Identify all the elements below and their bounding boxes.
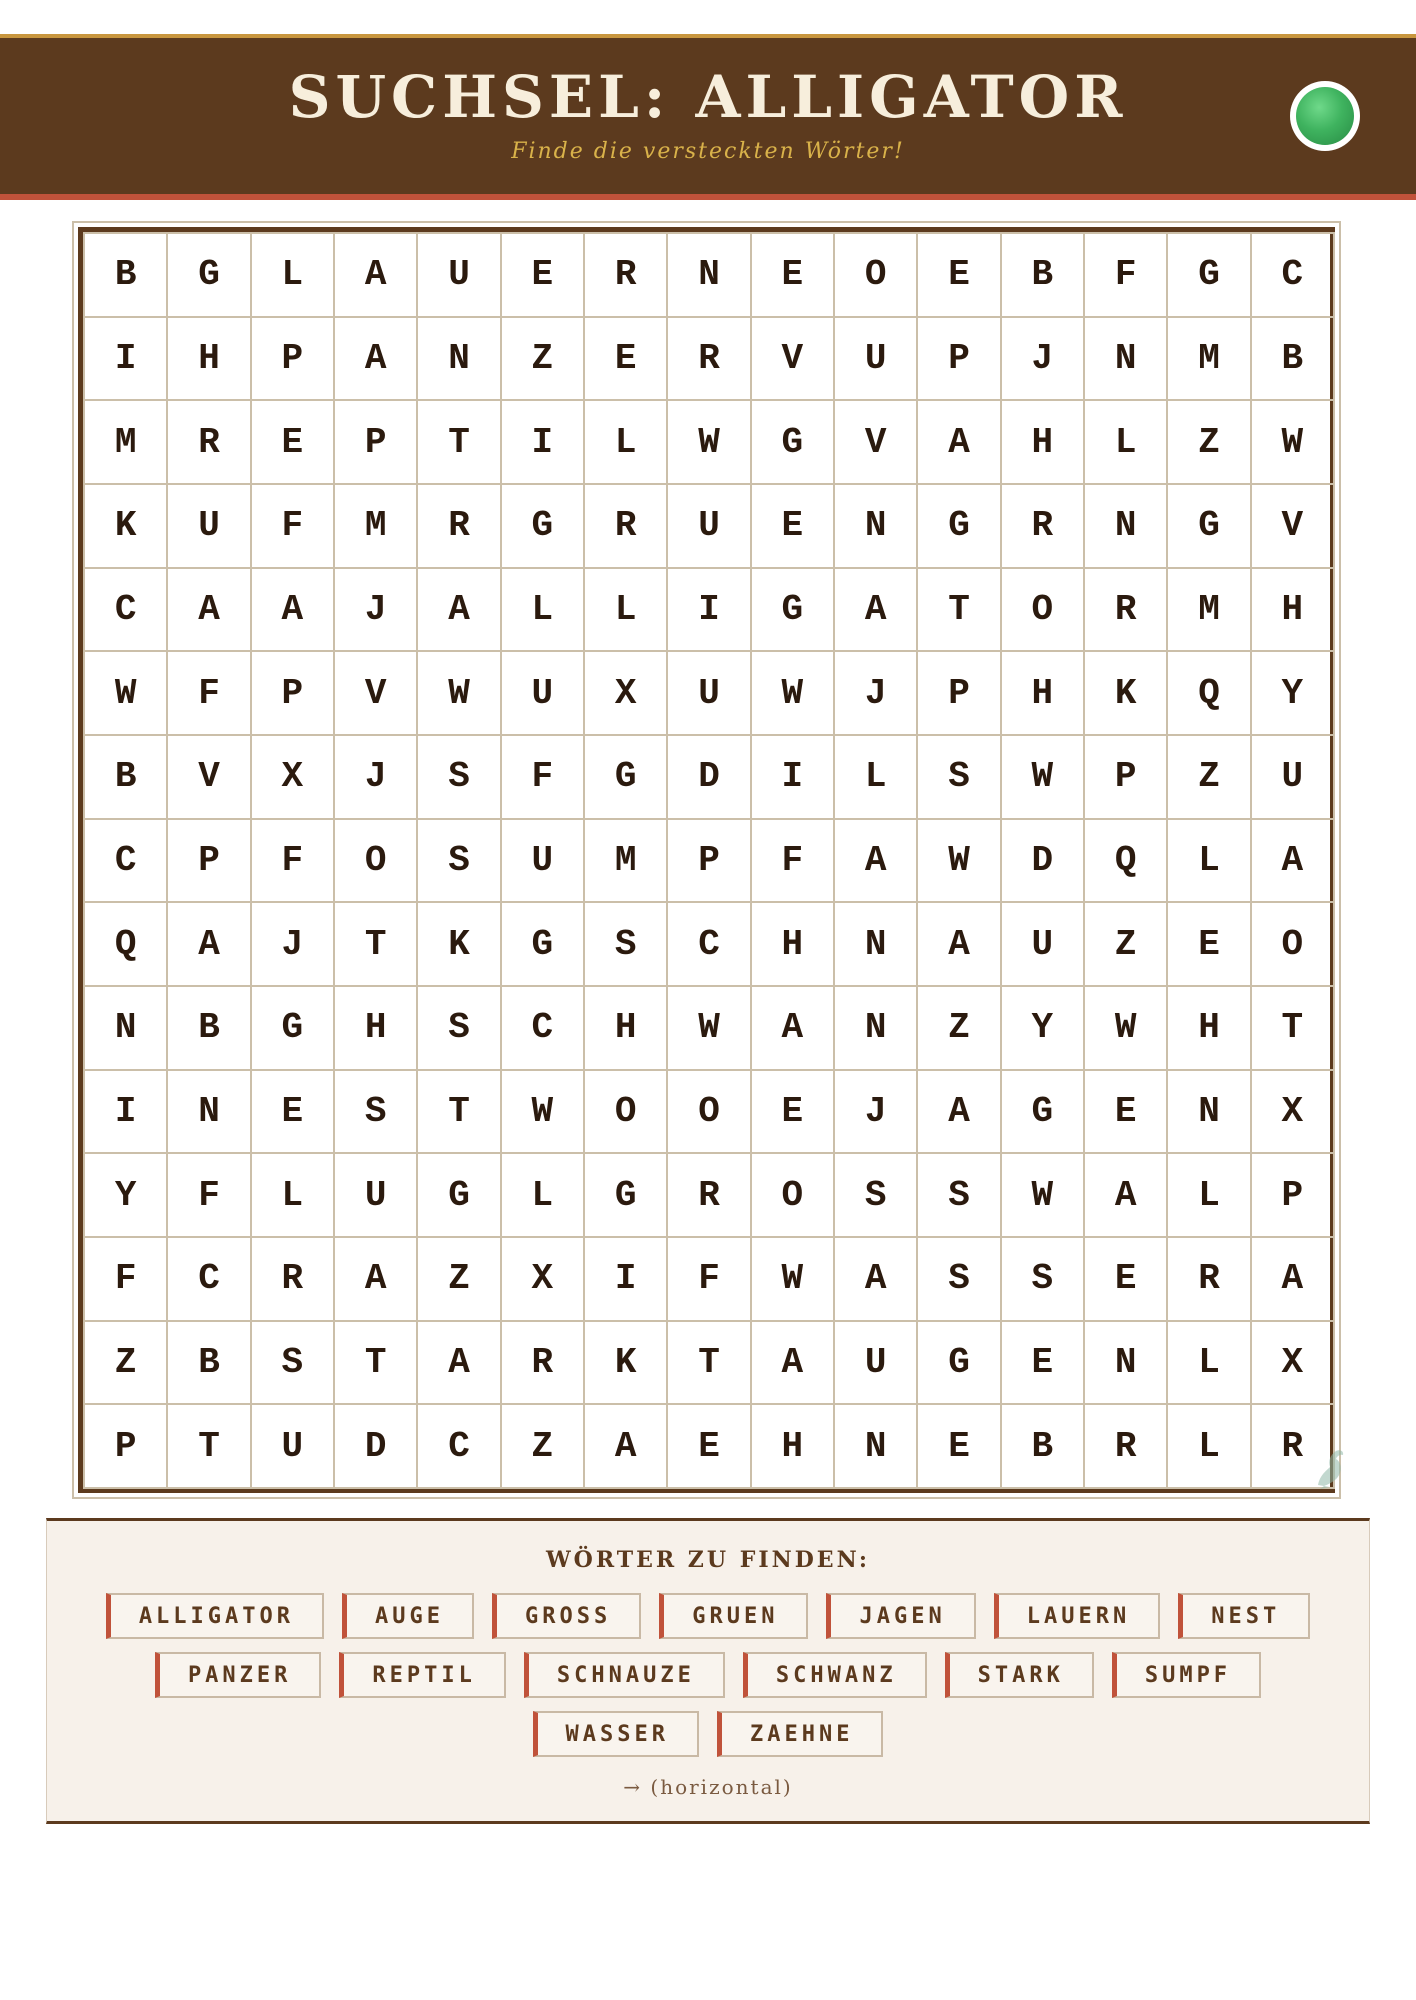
grid-cell[interactable]: L <box>502 569 585 653</box>
grid-cell[interactable]: W <box>1002 736 1085 820</box>
grid-cell[interactable]: H <box>1002 652 1085 736</box>
grid-cell[interactable]: O <box>668 1071 751 1155</box>
grid-cell[interactable]: L <box>1168 1154 1251 1238</box>
grid-cell[interactable]: N <box>85 987 168 1071</box>
grid-cell[interactable]: H <box>752 1405 835 1489</box>
grid-cell[interactable]: P <box>168 820 251 904</box>
grid-cell[interactable]: E <box>1085 1238 1168 1322</box>
grid-cell[interactable]: E <box>752 1071 835 1155</box>
grid-cell[interactable]: N <box>1085 318 1168 402</box>
grid-cell[interactable]: W <box>752 1238 835 1322</box>
grid-cell[interactable]: T <box>668 1322 751 1406</box>
word-chip: SUMPF <box>1112 1652 1261 1698</box>
grid-cell[interactable]: L <box>585 569 668 653</box>
word-chip: PANZER <box>155 1652 321 1698</box>
grid-cell[interactable]: U <box>668 485 751 569</box>
grid-cell[interactable]: P <box>335 401 418 485</box>
grid-cell[interactable]: O <box>835 234 918 318</box>
grid-cell[interactable]: O <box>585 1071 668 1155</box>
grid-cell[interactable]: A <box>168 903 251 987</box>
grid-cell[interactable]: X <box>1252 1322 1335 1406</box>
grid-cell[interactable]: A <box>585 1405 668 1489</box>
grid-cell[interactable]: H <box>1252 569 1335 653</box>
grid-cell[interactable]: Z <box>502 318 585 402</box>
page-title: SUCHSEL: ALLIGATOR <box>288 63 1128 131</box>
grid-cell[interactable]: U <box>252 1405 335 1489</box>
grid-cell[interactable]: B <box>1002 1405 1085 1489</box>
grid-cell[interactable]: U <box>668 652 751 736</box>
grid-cell[interactable]: A <box>335 318 418 402</box>
word-chip: GRUEN <box>659 1593 808 1639</box>
grid-cell[interactable]: N <box>835 903 918 987</box>
grid-cell[interactable]: C <box>418 1405 501 1489</box>
grid-cell[interactable]: M <box>585 820 668 904</box>
grid-cell[interactable]: N <box>835 485 918 569</box>
grid-cell[interactable]: F <box>752 820 835 904</box>
page-header <box>0 34 1416 200</box>
grid-cell[interactable]: S <box>252 1322 335 1406</box>
grid-cell[interactable]: U <box>835 1322 918 1406</box>
grid-cell[interactable]: R <box>1002 485 1085 569</box>
grid-cell[interactable]: U <box>418 234 501 318</box>
grid-cell[interactable]: E <box>252 1071 335 1155</box>
grid-cell[interactable]: V <box>752 318 835 402</box>
grid-cell[interactable]: R <box>418 485 501 569</box>
grid-cell[interactable]: I <box>85 1071 168 1155</box>
grid-cell[interactable]: J <box>252 903 335 987</box>
grid-cell[interactable]: A <box>335 234 418 318</box>
grid-cell[interactable]: T <box>918 569 1001 653</box>
grid-cell[interactable]: K <box>1085 652 1168 736</box>
grid-cell[interactable]: I <box>585 1238 668 1322</box>
grid-cell[interactable]: Z <box>918 987 1001 1071</box>
grid-cell[interactable]: H <box>335 987 418 1071</box>
grid-cell[interactable]: B <box>168 1322 251 1406</box>
grid-cell[interactable]: W <box>85 652 168 736</box>
grid-cell[interactable]: C <box>668 903 751 987</box>
word-list-panel <box>46 1518 1370 1824</box>
grid-cell[interactable]: A <box>1252 820 1335 904</box>
word-chip: SCHWANZ <box>743 1652 927 1698</box>
grid-cell[interactable]: S <box>1002 1238 1085 1322</box>
grid-cell[interactable]: S <box>418 987 501 1071</box>
grid-cell[interactable]: G <box>502 903 585 987</box>
grid-cell[interactable]: J <box>1002 318 1085 402</box>
grid-cell[interactable]: G <box>418 1154 501 1238</box>
grid-cell[interactable]: P <box>1252 1154 1335 1238</box>
grid-cell[interactable]: L <box>1168 1405 1251 1489</box>
grid-cell[interactable]: E <box>502 234 585 318</box>
grid-cell[interactable]: B <box>85 234 168 318</box>
grid-cell[interactable]: P <box>918 318 1001 402</box>
grid-cell[interactable]: W <box>752 652 835 736</box>
grid-cell[interactable]: H <box>168 318 251 402</box>
grid-cell[interactable]: V <box>1252 485 1335 569</box>
grid-cell[interactable]: A <box>418 1322 501 1406</box>
grid-cell[interactable]: S <box>835 1154 918 1238</box>
grid-cell[interactable]: M <box>1168 569 1251 653</box>
grid-cell[interactable]: L <box>252 234 335 318</box>
grid-cell[interactable]: A <box>835 820 918 904</box>
grid-cell[interactable]: X <box>502 1238 585 1322</box>
grid-cell[interactable]: R <box>585 485 668 569</box>
grid-cell[interactable]: J <box>835 1071 918 1155</box>
word-chip: GROSS <box>492 1593 641 1639</box>
grid-cell[interactable]: R <box>1085 1405 1168 1489</box>
grid-cell[interactable]: L <box>252 1154 335 1238</box>
grid-cell[interactable]: X <box>585 652 668 736</box>
grid-cell[interactable]: A <box>335 1238 418 1322</box>
grid-cell[interactable]: W <box>502 1071 585 1155</box>
grid-cell[interactable]: Z <box>502 1405 585 1489</box>
grid-cell[interactable]: G <box>585 1154 668 1238</box>
grid-cell[interactable]: O <box>1002 569 1085 653</box>
grid-cell[interactable]: O <box>752 1154 835 1238</box>
grid-cell[interactable]: U <box>502 652 585 736</box>
grid-cell[interactable]: K <box>585 1322 668 1406</box>
grid-cell[interactable]: F <box>252 820 335 904</box>
grid-cell[interactable]: E <box>918 1405 1001 1489</box>
grid-cell[interactable]: W <box>418 652 501 736</box>
grid-cell[interactable]: V <box>335 652 418 736</box>
grid-cell[interactable]: A <box>1252 1238 1335 1322</box>
grid-cell[interactable]: I <box>502 401 585 485</box>
grid-cell[interactable]: S <box>918 736 1001 820</box>
grid-cell[interactable]: G <box>168 234 251 318</box>
grid-cell[interactable]: A <box>752 987 835 1071</box>
grid-cell[interactable]: C <box>85 569 168 653</box>
grid-cell[interactable]: E <box>752 234 835 318</box>
word-row <box>47 1593 1369 1639</box>
grid-cell[interactable]: N <box>835 1405 918 1489</box>
grid-cell[interactable]: Z <box>85 1322 168 1406</box>
alligator-icon <box>1310 1445 1350 1489</box>
grid-cell[interactable]: J <box>335 736 418 820</box>
grid-cell[interactable]: B <box>85 736 168 820</box>
grid-cell[interactable]: A <box>835 569 918 653</box>
grid-cell[interactable]: U <box>168 485 251 569</box>
grid-cell[interactable]: B <box>168 987 251 1071</box>
grid-cell[interactable]: W <box>1002 1154 1085 1238</box>
grid-cell[interactable]: R <box>502 1322 585 1406</box>
grid-cell[interactable]: D <box>335 1405 418 1489</box>
grid-cell[interactable]: F <box>252 485 335 569</box>
grid-cell[interactable]: G <box>752 569 835 653</box>
grid-cell[interactable]: B <box>1252 318 1335 402</box>
grid-cell[interactable]: Z <box>1168 401 1251 485</box>
grid-cell[interactable]: E <box>752 485 835 569</box>
grid-cell[interactable]: T <box>335 1322 418 1406</box>
grid-cell[interactable]: G <box>585 736 668 820</box>
grid-cell[interactable]: L <box>835 736 918 820</box>
grid-cell[interactable]: L <box>1085 401 1168 485</box>
grid-cell[interactable]: L <box>1168 1322 1251 1406</box>
grid-cell[interactable]: Q <box>1168 652 1251 736</box>
grid-cell[interactable]: V <box>835 401 918 485</box>
word-row <box>47 1652 1369 1698</box>
grid-cell[interactable]: B <box>1002 234 1085 318</box>
grid-cell[interactable]: N <box>168 1071 251 1155</box>
grid-cell[interactable]: K <box>85 485 168 569</box>
grid-cell[interactable]: W <box>1252 401 1335 485</box>
grid-cell[interactable]: I <box>85 318 168 402</box>
grid-cell[interactable]: W <box>918 820 1001 904</box>
grid-cell[interactable]: U <box>502 820 585 904</box>
grid-cell[interactable]: M <box>85 401 168 485</box>
grid-cell[interactable]: Y <box>1252 652 1335 736</box>
word-chip: AUGE <box>342 1593 474 1639</box>
grid-cell[interactable]: M <box>1168 318 1251 402</box>
grid-cell[interactable]: F <box>668 1238 751 1322</box>
grid-cell[interactable]: C <box>85 820 168 904</box>
grid-cell[interactable]: A <box>918 401 1001 485</box>
grid-cell[interactable]: S <box>918 1238 1001 1322</box>
grid-cell[interactable]: T <box>418 401 501 485</box>
grid-cell[interactable]: T <box>335 903 418 987</box>
grid-cell[interactable]: T <box>418 1071 501 1155</box>
grid-cell[interactable]: F <box>502 736 585 820</box>
grid-cell[interactable]: Z <box>418 1238 501 1322</box>
grid-cell[interactable]: Q <box>85 903 168 987</box>
word-chip: WASSER <box>533 1711 699 1757</box>
word-chip: ALLIGATOR <box>106 1593 324 1639</box>
word-row <box>47 1711 1369 1757</box>
grid-cell[interactable]: Q <box>1085 820 1168 904</box>
grid-cell[interactable]: G <box>1168 234 1251 318</box>
grid-cell[interactable]: Z <box>1085 903 1168 987</box>
grid-cell[interactable]: S <box>418 736 501 820</box>
direction-hint: → (horizontal) <box>623 1775 793 1799</box>
grid-cell[interactable]: W <box>668 987 751 1071</box>
grid-cell[interactable]: G <box>252 987 335 1071</box>
word-chip: ZAEHNE <box>717 1711 883 1757</box>
grid-cell[interactable]: X <box>1252 1071 1335 1155</box>
word-chip: NEST <box>1178 1593 1310 1639</box>
grid-cell[interactable]: H <box>585 987 668 1071</box>
grid-cell[interactable]: A <box>918 903 1001 987</box>
grid-cell[interactable]: W <box>1085 987 1168 1071</box>
grid-cell[interactable]: G <box>502 485 585 569</box>
grid-cell[interactable]: A <box>835 1238 918 1322</box>
grid-cell[interactable]: O <box>335 820 418 904</box>
grid-cell[interactable]: I <box>668 569 751 653</box>
grid-cell[interactable]: L <box>585 401 668 485</box>
grid-cell[interactable]: L <box>502 1154 585 1238</box>
grid-cell[interactable]: H <box>752 903 835 987</box>
word-chip: LAUERN <box>994 1593 1160 1639</box>
grid-cell[interactable]: Y <box>85 1154 168 1238</box>
grid-cell[interactable]: N <box>835 987 918 1071</box>
grid-cell[interactable]: H <box>1002 401 1085 485</box>
grid-cell[interactable]: G <box>1002 1071 1085 1155</box>
grid-cell[interactable]: R <box>668 318 751 402</box>
grid-cell[interactable]: N <box>1085 485 1168 569</box>
grid-cell[interactable]: A <box>168 569 251 653</box>
grid-cell[interactable]: S <box>585 903 668 987</box>
page-subtitle: Finde die versteckten Wörter! <box>511 139 905 164</box>
grid-cell[interactable]: P <box>668 820 751 904</box>
grid-cell[interactable]: I <box>752 736 835 820</box>
grid-cell[interactable]: E <box>1002 1322 1085 1406</box>
grid-cell[interactable]: L <box>1168 820 1251 904</box>
grid-cell[interactable]: N <box>668 234 751 318</box>
grid-cell[interactable]: N <box>418 318 501 402</box>
grid-cell[interactable]: C <box>1252 234 1335 318</box>
grid-cell[interactable]: J <box>835 652 918 736</box>
grid-cell[interactable]: T <box>168 1405 251 1489</box>
grid-cell[interactable]: E <box>585 318 668 402</box>
grid-cell[interactable]: K <box>418 903 501 987</box>
grid-cell[interactable]: X <box>252 736 335 820</box>
grid-cell[interactable]: R <box>1085 569 1168 653</box>
grid-cell[interactable]: U <box>1002 903 1085 987</box>
grid-cell[interactable]: T <box>1252 987 1335 1071</box>
green-dot-icon <box>1290 81 1360 151</box>
grid-cell[interactable]: F <box>85 1238 168 1322</box>
grid-cell[interactable]: R <box>168 401 251 485</box>
grid-cell[interactable]: D <box>1002 820 1085 904</box>
grid-cell[interactable]: N <box>1168 1071 1251 1155</box>
grid-cell[interactable]: V <box>168 736 251 820</box>
grid-cell[interactable]: A <box>918 1071 1001 1155</box>
grid-cell[interactable]: G <box>918 1322 1001 1406</box>
word-chip: JAGEN <box>826 1593 975 1639</box>
grid-cell[interactable]: G <box>752 401 835 485</box>
grid-cell[interactable]: R <box>668 1154 751 1238</box>
grid-cell[interactable]: R <box>1252 1405 1335 1489</box>
grid-cell[interactable]: Y <box>1002 987 1085 1071</box>
grid-cell[interactable]: C <box>502 987 585 1071</box>
grid-cell[interactable]: F <box>168 1154 251 1238</box>
grid-cell[interactable]: P <box>1085 736 1168 820</box>
grid-cell[interactable]: A <box>418 569 501 653</box>
grid-cell[interactable]: H <box>1168 987 1251 1071</box>
grid-cell[interactable]: R <box>585 234 668 318</box>
grid-cell[interactable]: O <box>1252 903 1335 987</box>
grid-cell[interactable]: E <box>1168 903 1251 987</box>
grid-cell[interactable]: J <box>335 569 418 653</box>
grid-cell[interactable]: F <box>1085 234 1168 318</box>
grid-cell[interactable]: F <box>168 652 251 736</box>
grid-cell[interactable]: A <box>252 569 335 653</box>
word-chip: SCHNAUZE <box>524 1652 725 1698</box>
grid-cell[interactable]: U <box>1252 736 1335 820</box>
grid-cell[interactable]: A <box>752 1322 835 1406</box>
grid-cell[interactable]: P <box>918 652 1001 736</box>
green-dot-inner <box>1296 87 1354 145</box>
grid-cell[interactable]: G <box>918 485 1001 569</box>
grid-cell[interactable]: P <box>85 1405 168 1489</box>
grid-cell[interactable]: E <box>1085 1071 1168 1155</box>
grid-cell[interactable]: M <box>335 485 418 569</box>
grid-cell[interactable]: W <box>668 401 751 485</box>
grid-cell[interactable]: D <box>668 736 751 820</box>
grid-cell[interactable]: R <box>1168 1238 1251 1322</box>
grid-cell[interactable]: Z <box>1168 736 1251 820</box>
word-chip: REPTIL <box>339 1652 505 1698</box>
grid-cell[interactable]: P <box>252 652 335 736</box>
grid-cell[interactable]: N <box>1085 1322 1168 1406</box>
grid-cell[interactable]: A <box>1085 1154 1168 1238</box>
grid-cell[interactable]: E <box>668 1405 751 1489</box>
grid-cell[interactable]: G <box>1168 485 1251 569</box>
grid-cell[interactable]: S <box>335 1071 418 1155</box>
grid-cell[interactable]: U <box>335 1154 418 1238</box>
grid-cell[interactable]: U <box>835 318 918 402</box>
grid-cell[interactable]: R <box>252 1238 335 1322</box>
word-list-title: WÖRTER ZU FINDEN: <box>545 1547 871 1573</box>
grid-cell[interactable]: P <box>252 318 335 402</box>
grid-cell[interactable]: E <box>252 401 335 485</box>
word-chip: STARK <box>945 1652 1094 1698</box>
letter-grid <box>83 232 1335 1489</box>
grid-cell[interactable]: E <box>918 234 1001 318</box>
grid-cell[interactable]: C <box>168 1238 251 1322</box>
grid-cell[interactable]: S <box>918 1154 1001 1238</box>
grid-cell[interactable]: S <box>418 820 501 904</box>
